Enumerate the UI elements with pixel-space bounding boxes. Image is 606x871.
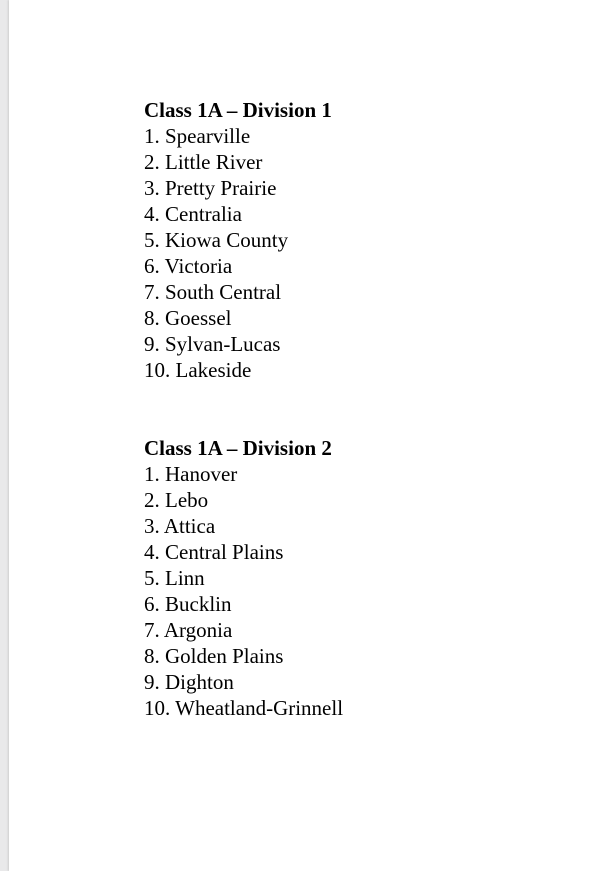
section-division-2 xyxy=(144,435,343,721)
section-title: Class 1A – Division 2 xyxy=(144,436,332,460)
list-item: 4. Centralia xyxy=(144,202,242,226)
ranking-list xyxy=(144,123,343,383)
list-item: 9. Dighton xyxy=(144,670,234,694)
list-item: 10. Wheatland-Grinnell xyxy=(144,696,344,720)
ranking-list xyxy=(144,461,343,721)
list-item: 2. Little River xyxy=(144,150,263,174)
list-item: 8. Goessel xyxy=(144,306,232,330)
list-item: 5. Kiowa County xyxy=(144,228,289,252)
list-item: 1. Spearville xyxy=(144,124,251,148)
list-item: 6. Bucklin xyxy=(144,592,232,616)
section-division-1 xyxy=(144,97,343,383)
list-item: 5. Linn xyxy=(144,566,205,590)
document-page xyxy=(9,0,606,871)
list-item: 6. Victoria xyxy=(144,254,233,278)
list-item: 4. Central Plains xyxy=(144,540,284,564)
list-item: 8. Golden Plains xyxy=(144,644,284,668)
list-item: 1. Hanover xyxy=(144,462,238,486)
list-item: 9. Sylvan-Lucas xyxy=(144,332,281,356)
list-item: 3. Pretty Prairie xyxy=(144,176,277,200)
list-item: 7. South Central xyxy=(144,280,282,304)
section-title: Class 1A – Division 1 xyxy=(144,98,332,122)
list-item: 10. Lakeside xyxy=(144,358,252,382)
list-item: 2. Lebo xyxy=(144,488,209,512)
list-item: 3. Attica xyxy=(144,514,216,538)
document-content xyxy=(144,97,343,721)
list-item: 7. Argonia xyxy=(144,618,233,642)
